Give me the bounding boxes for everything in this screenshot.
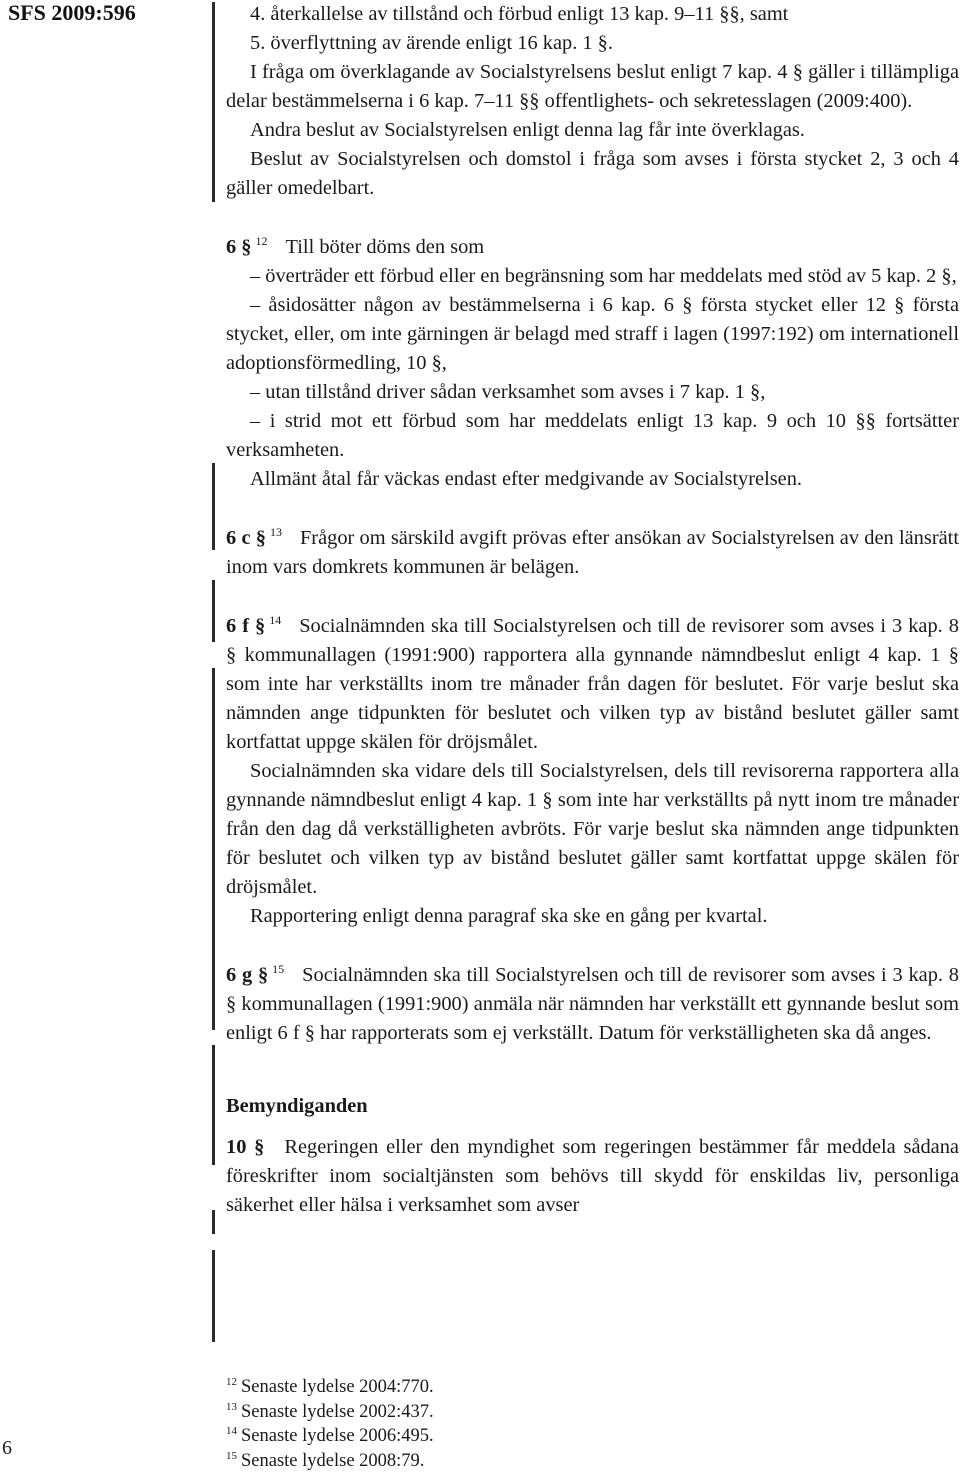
section-text: Socialnämnden ska till Socialstyrelsen och till de revisorer som avses i 3 kap. 8 § kommunallagen (1991:900) anmäla när nämnden har verkställt ett gynnande beslut som enligt 6 f § har rapporterats som ej verkställt. Datum för verkställigheten ska då anges. bbox=[226, 964, 959, 1044]
list-item: – överträder ett förbud eller en begränsning som har meddelats med stöd av 5 kap. 2 §, bbox=[250, 265, 957, 287]
change-bar bbox=[212, 463, 215, 550]
section-6f bbox=[226, 612, 959, 757]
section-intro: Till böter döms den som bbox=[285, 236, 485, 258]
list-item: – utan tillstånd driver sådan verksamhet som avses i 7 kap. 1 §, bbox=[250, 381, 766, 403]
list-item: – åsidosätter någon av bestämmelserna i 6 kap. 6 § första stycket eller 12 § första stycket, eller, om inte gärningen är belagd med straff i lagen (1997:192) om internationell adoptionsförmedling, 10 §, bbox=[226, 294, 959, 374]
section-label: 6 f § bbox=[226, 615, 266, 637]
footnotes bbox=[226, 1373, 434, 1472]
paragraph: Rapportering enligt denna paragraf ska ske en gång per kvartal. bbox=[250, 905, 768, 927]
footnote-ref: 14 bbox=[269, 613, 282, 628]
change-bar bbox=[212, 1210, 215, 1234]
footnote-ref: 12 bbox=[255, 234, 268, 249]
section-text: Regeringen eller den myndighet som regeringen bestämmer får meddela sådana föreskrifter inom socialtjänsten som behövs till skydd för enskildas liv, personliga säkerhet eller hälsa i verksamhet som avser bbox=[226, 1136, 959, 1216]
change-bar bbox=[212, 1250, 215, 1342]
paragraph-overklagande: I fråga om överklagande av Socialstyrelsens beslut enligt 7 kap. 4 § gäller i tillämpliga delar bestämmelserna i 6 kap. 7–11 §§ offentlighets- och sekretesslagen (2009:400). bbox=[226, 61, 959, 112]
footnote-ref: 13 bbox=[269, 525, 282, 540]
change-bar bbox=[212, 2, 215, 202]
footnote: $^{12}$ Senaste lydelse 2004:770. bbox=[226, 1376, 434, 1398]
paragraph-omedelbart: Beslut av Socialstyrelsen och domstol i fråga som avses i första stycket 2, 3 och 4 gäller omedelbart. bbox=[226, 148, 959, 199]
list-item-5: 5. överflyttning av ärende enligt 16 kap. 1 §. bbox=[250, 32, 613, 54]
sfs-number: SFS 2009:596 bbox=[8, 0, 136, 25]
paragraph-atal: Allmänt åtal får väckas endast efter medgivande av Socialstyrelsen. bbox=[250, 468, 803, 490]
paragraph: Socialnämnden ska vidare dels till Socialstyrelsen, dels till revisorerna rapportera alla gynnande nämndbeslut enligt 4 kap. 1 § som inte har verkställts på nytt inom tre månader från den dag då verkställigheten avbröts. För varje beslut ska nämnden ange tidpunkten för beslutet och vilken typ av bistånd beslutet gäller samt kortfattat uppge skälen för dröjsmålet. bbox=[226, 760, 959, 898]
section-text: Socialnämnden ska till Socialstyrelsen och till de revisorer som avses i 3 kap. 8 § kommunallagen (1991:900) rapportera alla gynnande nämndbeslut enligt 4 kap. 1 § som inte har verkställts inom tre månader från dagen för beslutet. För varje beslut ska nämnden ange tidpunkten för beslutet och vilken typ av bistånd beslutet gäller samt kortfattat uppge skälen för dröjsmålet. bbox=[226, 615, 959, 753]
section-label: 6 § bbox=[226, 236, 252, 258]
footnote-ref: 15 bbox=[272, 962, 285, 977]
paragraph-andra-beslut: Andra beslut av Socialstyrelsen enligt denna lag får inte överklagas. bbox=[250, 119, 805, 141]
change-bar bbox=[212, 1045, 215, 1165]
list-item-4: 4. återkallelse av tillstånd och förbud enligt 13 kap. 9–11 §§, samt bbox=[250, 3, 789, 25]
section-6c bbox=[226, 524, 959, 582]
section-6g bbox=[226, 961, 959, 1048]
footnote: $^{15}$ Senaste lydelse 2008:79. bbox=[226, 1449, 425, 1472]
change-bar bbox=[212, 668, 215, 1030]
section-label: 6 g § bbox=[226, 964, 269, 986]
section-label: 6 c § bbox=[226, 527, 266, 549]
section-label: 10 § bbox=[226, 1136, 265, 1158]
section-10 bbox=[226, 1133, 959, 1220]
section-text: Frågor om särskild avgift prövas efter ansökan av Socialstyrelsen av den länsrätt inom vars domkrets kommunen är belägen. bbox=[226, 527, 959, 578]
footnote: $^{13}$ Senaste lydelse 2002:437. bbox=[226, 1400, 434, 1422]
list-item: – i strid mot ett förbud som har meddelats enligt 13 kap. 9 och 10 §§ fortsätter verksamheten. bbox=[226, 410, 959, 461]
change-bar bbox=[212, 580, 215, 642]
footnote: $^{14}$ Senaste lydelse 2006:495. bbox=[226, 1425, 434, 1447]
section-6 bbox=[226, 233, 959, 262]
heading-bemyndiganden: Bemyndiganden bbox=[226, 1095, 368, 1117]
page-number: 6 bbox=[2, 1437, 12, 1459]
statute-text bbox=[226, 0, 959, 1220]
